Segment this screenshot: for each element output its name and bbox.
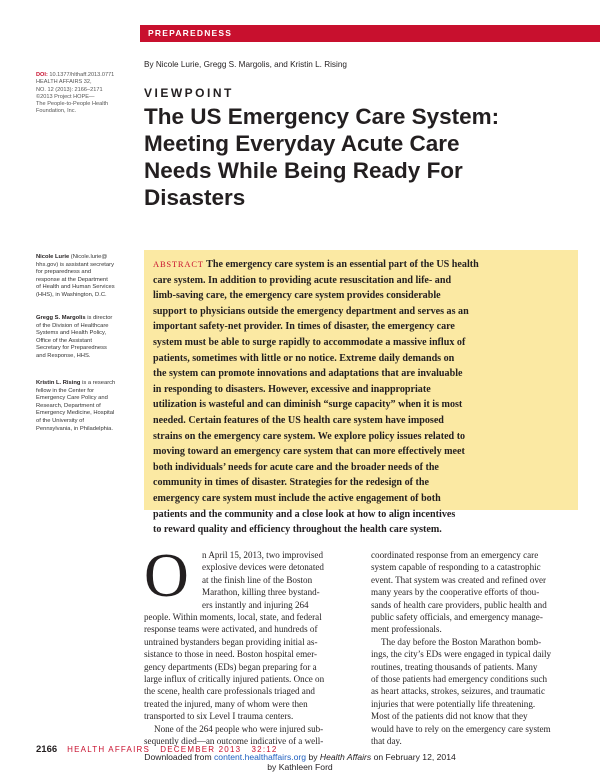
abstract-line: patients and the community and a close look at how to align incentives: [153, 508, 456, 520]
bio-line: of Health and Human Services: [36, 284, 115, 291]
source-link[interactable]: content.healthaffairs.org: [214, 752, 307, 762]
page-number: 2166: [36, 744, 58, 755]
body-line: as heart attacks, strokes, seizures, and traumatic: [371, 686, 545, 697]
body-line: that day.: [371, 736, 402, 747]
journal-issue: HEALTH AFFAIRS DECEMBER 2013 32:12: [67, 745, 278, 754]
abstract-line: community in times of disaster. Strategies for the redesign of the: [153, 477, 429, 489]
author-bio-rising: [36, 380, 136, 433]
bio-name: Nicole Lurie: [36, 254, 70, 260]
meta-line: The People-to-People Health: [36, 101, 109, 108]
body-column-2: [371, 549, 583, 748]
abstract-line: utilization is wasteful and can diminish “surge capacity” when it is most: [153, 399, 463, 411]
bio-line: is director: [85, 315, 113, 321]
body-line: people. Within moments, local, state, and federal: [144, 612, 322, 623]
abstract-line: support to physicians outside the emergency department and serves as an: [153, 305, 469, 317]
article-meta: [36, 72, 131, 116]
body-line: None of the 264 people who were injured sub-: [154, 723, 324, 734]
bio-line: Emergency Care Policy and: [36, 395, 108, 402]
bio-line: response at the Department: [36, 276, 108, 283]
body-line: ings, the city’s EDs were engaged in typical daily: [371, 649, 552, 660]
body-line: gency departments (EDs) began preparing for a: [144, 661, 317, 672]
abstract-line: patients, sometimes with little or no notice. Extreme daily demands on: [153, 352, 455, 364]
meta-line: Foundation, Inc.: [36, 108, 77, 115]
title-line: The US Emergency Care System:: [144, 104, 500, 129]
body-line: ers instantly and injuring 264: [202, 599, 309, 610]
doi-value[interactable]: 10.1377/hlthaff.2013.0771: [49, 72, 115, 78]
body-line: response teams were activated, and hundreds of: [144, 624, 318, 635]
section-banner: [140, 25, 600, 42]
body-line: explosive devices were detonated: [202, 562, 324, 573]
abstract-line: limb-saving care, the emergency care system provides considerable: [153, 290, 441, 302]
body-line: sands of health care providers, public health and: [371, 599, 547, 610]
body-line: at the finish line of the Boston: [202, 574, 313, 585]
abstract-line: in responding to disasters. However, excessive and inappropriate: [153, 383, 431, 395]
journal-name: Health Affairs: [319, 752, 372, 762]
author-byline: By Nicole Lurie, Gregg S. Margolis, and Kristin L. Rising: [144, 60, 347, 69]
bio-line: and Response, HHS.: [36, 352, 91, 359]
bio-line: of the University of: [36, 417, 85, 424]
section-label: PREPAREDNESS: [148, 28, 233, 38]
bio-name: Kristin L. Rising: [36, 380, 81, 386]
body-line: treated the injured, many of whom were then: [144, 698, 308, 709]
bio-line: (Nicole.lurie@: [69, 254, 108, 260]
body-line: many years by the cooperative efforts of thou-: [371, 587, 540, 598]
body-line: would have to rely on the emergency care system: [371, 723, 551, 734]
download-text: Downloaded from: [144, 752, 214, 762]
body-line: transported to six Level I trauma centers.: [144, 711, 294, 722]
body-line: coordinated response from an emergency care: [371, 550, 539, 560]
abstract-box: [144, 250, 578, 536]
body-line: Most of the patients did not know that they: [371, 711, 528, 722]
author-bio-lurie: [36, 254, 136, 300]
bio-line: Research, Department of: [36, 402, 101, 409]
abstract-line: moving toward an emergency care system that can more effectively meet: [153, 446, 465, 458]
bio-line: Emergency Medicine, Hospital: [36, 410, 115, 417]
title-line: Meeting Everyday Acute Care: [144, 131, 460, 156]
abstract-line: The emergency care system is an essential part of the US health: [203, 259, 479, 270]
body-column-1: [144, 549, 354, 748]
abstract-line: important safety-net provider. In times of disaster, the emergency care: [153, 321, 455, 333]
body-line: injuries that were potentially life threatening.: [371, 698, 536, 709]
bio-line: for preparedness and: [36, 269, 92, 276]
title-line: Needs While Being Ready For: [144, 158, 463, 183]
abstract-label: ABSTRACT: [153, 259, 204, 269]
download-notice: [0, 752, 600, 772]
bio-line: Secretary for Preparedness: [36, 345, 107, 352]
meta-line: ©2013 Project HOPE—: [36, 93, 95, 100]
bio-line: Pennsylvania, in Philadelphia.: [36, 425, 114, 432]
abstract-line: emergency care system must include the active engagement of both: [153, 492, 441, 504]
abstract-line: strains on the emergency care system. We explore policy issues related to: [153, 430, 466, 442]
body-line: sequently died—an outcome indicative of a well-: [144, 736, 324, 747]
article-kicker: VIEWPOINT: [144, 86, 234, 100]
body-line: system capable of responding to a catastrophic: [371, 562, 541, 573]
body-line: The day before the Boston Marathon bomb-: [381, 636, 542, 647]
body-line: sistance to those in need. Boston hospital emer-: [144, 649, 318, 660]
article-title: [144, 103, 574, 211]
body-line: event. That system was created and refined over: [371, 574, 547, 585]
abstract-line: system must be able to surge rapidly to accommodate a massive influx of: [153, 336, 466, 348]
bio-line: (HHS), in Washington, D.C.: [36, 291, 107, 298]
bio-name: Gregg S. Margolis: [36, 315, 86, 321]
body-line: public safety officials, and emergency manage-: [371, 612, 543, 623]
bio-line: is a research: [80, 380, 116, 386]
download-user: by Kathleen Ford: [267, 762, 333, 772]
bio-line: of the Division of Healthcare: [36, 322, 109, 329]
meta-line: HEALTH AFFAIRS 32,: [36, 79, 92, 86]
download-text: by: [306, 752, 320, 762]
body-line: of those patients had emergency conditions such: [371, 674, 548, 685]
body-line: routines, treating thousands of patients. Many: [371, 661, 538, 672]
body-line: Marathon, killing three bystand-: [202, 587, 320, 598]
abstract-line: care system. In addition to providing acute resuscitation and life- and: [153, 274, 452, 286]
download-date: on February 12, 2014: [371, 752, 456, 762]
abstract-line: needed. Certain features of the US health care system have imposed: [153, 414, 444, 426]
bio-line: fellow in the Center for: [36, 387, 94, 394]
abstract-line: both individuals’ needs for acute care and the broader needs of the: [153, 461, 439, 473]
doi-label: DOI:: [36, 72, 48, 78]
body-line: the scene, health care professionals triaged and: [144, 686, 315, 697]
abstract-line: to reward quality and efficiency throughout the health care system.: [153, 524, 442, 536]
bio-line: hhs.gov) is assistant secretary: [36, 261, 114, 268]
drop-cap: O: [144, 542, 189, 610]
abstract-line: the system can promote innovations and adaptations that are invaluable: [153, 368, 463, 380]
body-line: large influx of critically injured patients. Once on: [144, 674, 325, 685]
bio-line: Office of the Assistant: [36, 337, 92, 344]
title-line: Disasters: [144, 185, 246, 210]
author-bio-margolis: [36, 315, 136, 361]
body-line: untrained bystanders began providing initial as-: [144, 636, 318, 647]
body-line: ment professionals.: [371, 624, 442, 635]
body-line: n April 15, 2013, two improvised: [202, 550, 323, 560]
meta-line: NO. 12 (2013): 2166–2171: [36, 86, 103, 93]
bio-line: Systems and Health Policy,: [36, 330, 107, 337]
